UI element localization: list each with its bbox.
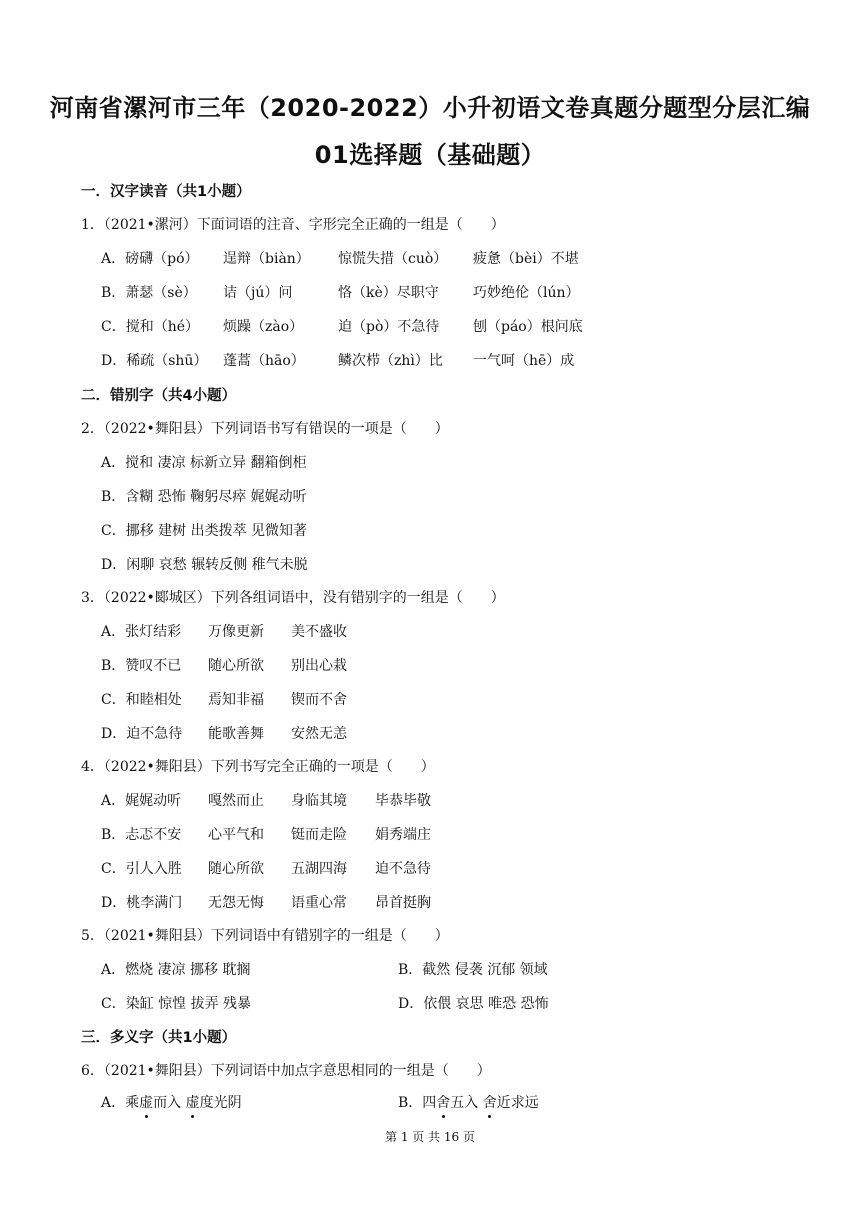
option-prefix: A．乘 bbox=[101, 1095, 140, 1111]
option-text: 别出心栽 bbox=[291, 658, 347, 674]
question-3-option-c bbox=[101, 689, 821, 709]
option-text: 毕恭毕敬 bbox=[375, 793, 431, 809]
option-text: 一气呵（hē）成 bbox=[473, 353, 575, 369]
question-3-option-a bbox=[101, 621, 821, 641]
option-text: 恪（kè）尽职守 bbox=[338, 285, 439, 301]
document-subtitle: 01选择题（基础题） bbox=[314, 141, 546, 169]
question-2-option-a: A．搅和 凄凉 标新立异 翻箱倒柜 bbox=[101, 455, 307, 471]
document-title: 河南省漯河市三年（2020-2022）小升初语文卷真题分题型分层汇编 bbox=[49, 94, 811, 122]
option-text: A．娓娓动听 bbox=[101, 793, 182, 809]
question-6-option-a bbox=[101, 1092, 242, 1112]
option-text: 随心所欲 bbox=[208, 861, 264, 877]
question-4-option-d bbox=[101, 892, 821, 912]
question-4-option-c bbox=[101, 858, 821, 878]
section-heading-polysemy: 三．多义字（共1小题） bbox=[81, 1030, 237, 1046]
question-1-option-b bbox=[101, 282, 821, 302]
question-5-stem: 5．（2021•舞阳县）下列词语中有错别字的一组是（ ） bbox=[81, 928, 449, 944]
option-text: 语重心常 bbox=[291, 895, 347, 911]
question-3-option-d bbox=[101, 723, 821, 743]
option-text: 惊慌失措（cuò） bbox=[338, 251, 448, 267]
option-text: 铤而走险 bbox=[291, 827, 347, 843]
option-text: B．萧瑟（sè） bbox=[101, 285, 197, 301]
question-4-option-a bbox=[101, 790, 821, 810]
question-1-stem: 1．（2021•漯河）下面词语的注音、字形完全正确的一组是（ ） bbox=[81, 217, 505, 233]
option-text: 能歌善舞 bbox=[208, 726, 264, 742]
option-text: A．磅礴（pó） bbox=[101, 251, 199, 267]
option-text: 巧妙绝伦（lún） bbox=[473, 285, 580, 301]
question-5-option-a: A．燃烧 凄凉 挪移 耽搁 bbox=[101, 962, 251, 978]
option-text: C．和睦相处 bbox=[101, 692, 182, 708]
question-3-option-b bbox=[101, 655, 821, 675]
option-text: D．稀疏（shū） bbox=[101, 353, 208, 369]
dotted-character: 舍 bbox=[483, 1092, 497, 1112]
question-1-option-a bbox=[101, 248, 821, 268]
question-4-stem: 4．（2022•舞阳县）下列书写完全正确的一项是（ ） bbox=[81, 759, 435, 775]
option-text: 安然无恙 bbox=[291, 726, 347, 742]
option-text: 五入 bbox=[450, 1095, 483, 1111]
option-text: C．搅和（hé） bbox=[101, 319, 200, 335]
option-text: B．赞叹不已 bbox=[101, 658, 182, 674]
option-text: 嘎然而止 bbox=[208, 793, 264, 809]
option-text: 五湖四海 bbox=[291, 861, 347, 877]
dotted-character: 虚 bbox=[186, 1092, 200, 1112]
question-5-option-b: B．截然 侵袭 沉郁 领域 bbox=[398, 962, 548, 978]
option-text: 娟秀端庄 bbox=[375, 827, 431, 843]
option-text: 迫（pò）不急待 bbox=[338, 319, 440, 335]
option-text: 疲惫（bèi）不堪 bbox=[473, 251, 579, 267]
question-6-stem: 6．（2021•舞阳县）下列词语中加点字意思相同的一组是（ ） bbox=[81, 1063, 491, 1079]
option-text: 美不盛收 bbox=[291, 624, 347, 640]
question-6-option-b bbox=[398, 1092, 539, 1112]
question-1-option-c bbox=[101, 316, 821, 336]
option-text: 而入 bbox=[153, 1095, 186, 1111]
question-3-stem: 3．（2022•郾城区）下列各组词语中，没有错别字的一组是（ ） bbox=[81, 590, 505, 606]
option-text: 度光阴 bbox=[199, 1095, 242, 1111]
option-text: B．忐忑不安 bbox=[101, 827, 182, 843]
page-footer: 第 1 页 共 16 页 bbox=[385, 1130, 475, 1144]
option-text: 鳞次栉（zhì）比 bbox=[338, 353, 443, 369]
option-text: 万像更新 bbox=[208, 624, 264, 640]
question-2-option-b: B．含糊 恐怖 鞠躬尽瘁 娓娓动听 bbox=[101, 489, 307, 505]
option-text: 身临其境 bbox=[291, 793, 347, 809]
option-text: 无怨无悔 bbox=[208, 895, 264, 911]
option-text: C．引人入胜 bbox=[101, 861, 182, 877]
section-heading-pronunciation: 一．汉字读音（共1小题） bbox=[81, 184, 251, 200]
question-5-option-d: D．依偎 哀思 唯恐 恐怖 bbox=[398, 996, 549, 1012]
option-text: 近求远 bbox=[496, 1095, 539, 1111]
question-1-option-d bbox=[101, 350, 821, 370]
question-2-stem: 2．（2022•舞阳县）下列词语书写有错误的一项是（ ） bbox=[81, 421, 449, 437]
option-text: 心平气和 bbox=[208, 827, 264, 843]
option-text: A．张灯结彩 bbox=[101, 624, 182, 640]
option-text: D．迫不急待 bbox=[101, 726, 183, 742]
option-text: 迫不急待 bbox=[375, 861, 431, 877]
option-text: 蓬蒿（hāo） bbox=[223, 353, 305, 369]
option-text: 昂首挺胸 bbox=[375, 895, 431, 911]
option-text: 诘（jú）问 bbox=[223, 285, 293, 301]
question-2-option-c: C．挪移 建树 出类拨萃 见微知著 bbox=[101, 523, 308, 539]
question-4-option-b bbox=[101, 824, 821, 844]
option-text: 随心所欲 bbox=[208, 658, 264, 674]
question-5-option-c: C．染缸 惊惶 拔弄 残暴 bbox=[101, 996, 252, 1012]
dotted-character: 舍 bbox=[436, 1092, 450, 1112]
option-prefix: B．四 bbox=[398, 1095, 437, 1111]
dotted-character: 虚 bbox=[139, 1092, 153, 1112]
option-text: 刨（páo）根问底 bbox=[473, 319, 583, 335]
question-2-option-d: D．闲聊 哀愁 辗转反侧 稚气未脱 bbox=[101, 557, 308, 573]
option-text: 焉知非福 bbox=[208, 692, 264, 708]
option-text: 逞辩（biàn） bbox=[223, 251, 310, 267]
option-text: D．桃李满门 bbox=[101, 895, 183, 911]
section-heading-typos: 二．错别字（共4小题） bbox=[81, 388, 237, 404]
option-text: 锲而不舍 bbox=[291, 692, 347, 708]
option-text: 烦躁（zào） bbox=[223, 319, 304, 335]
